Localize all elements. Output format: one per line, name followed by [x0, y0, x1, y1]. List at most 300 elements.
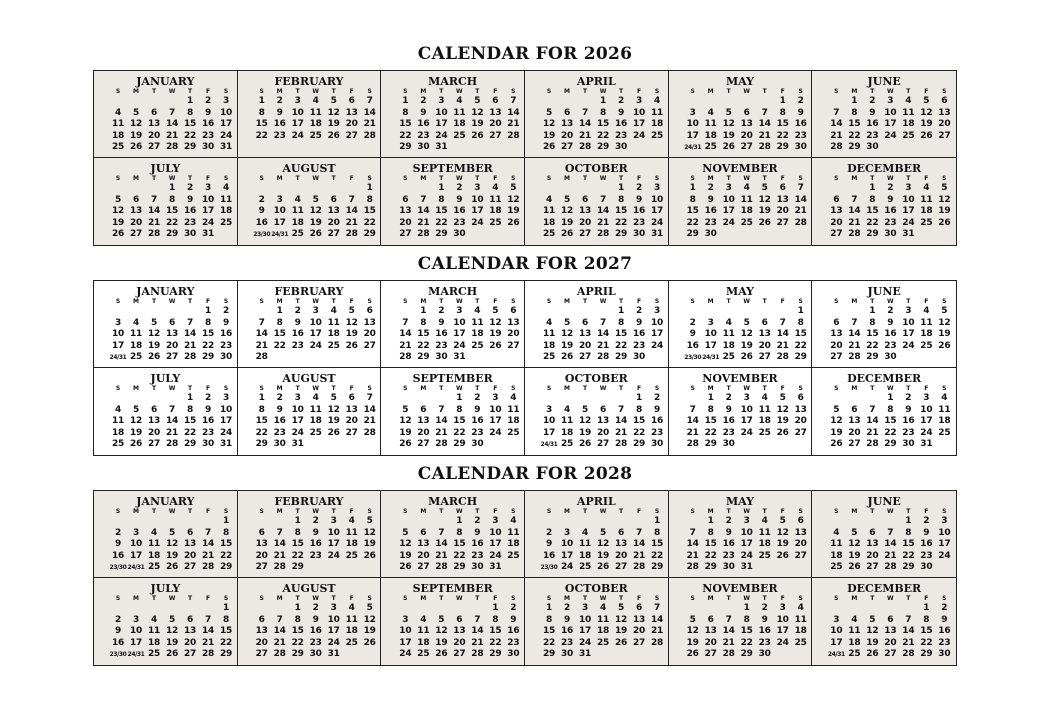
day-cell: 29	[704, 439, 717, 449]
day-cell: 21	[435, 427, 448, 438]
day-cell: 21	[884, 550, 897, 561]
day-cell: 10	[399, 626, 412, 636]
weekday-header: F	[636, 175, 642, 182]
day-cell: 7	[617, 404, 625, 415]
day-cell: 26	[345, 340, 358, 351]
weekday-header: F	[780, 88, 785, 95]
day-cell: 24	[920, 427, 933, 438]
day-cell: 16	[435, 329, 448, 339]
day-cell: 31	[920, 439, 933, 449]
day-cell: 5	[743, 317, 750, 328]
day-cell: 30	[417, 142, 430, 152]
day-cell: 10	[273, 206, 286, 216]
day-cell	[396, 603, 414, 615]
weekday-header: W	[456, 508, 463, 515]
day-cell: 7	[402, 317, 409, 328]
day-cell: 17	[902, 206, 915, 216]
month-name: FEBRUARY	[274, 285, 344, 298]
day-cell: 22	[920, 637, 933, 648]
month-block	[669, 368, 813, 455]
day-cell: 8	[186, 404, 194, 415]
day-cell: 8	[689, 194, 696, 205]
weekday-header: T	[870, 595, 875, 602]
day-cell: 30	[722, 439, 735, 449]
day-cell: 25	[560, 439, 574, 449]
month-name: APRIL	[576, 495, 616, 508]
day-cell: 27	[830, 352, 843, 362]
day-cell: 5	[581, 404, 589, 415]
day-cell: 12	[776, 527, 789, 538]
weekday-header: F	[780, 175, 785, 182]
day-cell: 25	[345, 637, 358, 648]
day-cell: 9	[635, 317, 643, 328]
month-block	[94, 368, 238, 455]
weekday-header: W	[312, 175, 319, 182]
day-cell: 16	[183, 206, 197, 216]
day-cell	[145, 183, 163, 195]
day-cell: 27	[417, 562, 430, 572]
month-name: MARCH	[428, 285, 478, 298]
day-cell: 7	[168, 107, 176, 118]
day-cell: 24	[902, 340, 915, 351]
weekday-header: S	[834, 385, 839, 392]
day-cell: 3	[276, 194, 283, 205]
day-cell: 3	[635, 96, 643, 106]
day-cell	[558, 393, 576, 405]
day-cell: 26	[309, 229, 322, 239]
day-cell: 17	[578, 626, 592, 636]
day-cell: 6	[348, 96, 355, 106]
weekday-header: S	[654, 298, 660, 305]
day-cell: 18	[830, 550, 843, 561]
day-cell: 27	[794, 550, 807, 561]
day-cell: 4	[905, 96, 912, 106]
day-cell: 12	[399, 416, 412, 426]
day-cell: 10	[111, 329, 125, 339]
month-days-grid	[253, 507, 381, 574]
weekday-header: T	[870, 175, 875, 182]
day-cell	[827, 306, 845, 318]
day-cell: 8	[366, 194, 373, 205]
day-cell: 6	[779, 183, 786, 193]
day-cell: 26	[363, 637, 376, 648]
day-cell: 28	[866, 439, 879, 449]
weekday-header: S	[511, 508, 516, 515]
day-cell: 7	[761, 107, 768, 118]
weekday-header: S	[403, 298, 408, 305]
day-cell: 23	[417, 130, 430, 141]
month-days-grid	[540, 507, 668, 574]
day-cell	[684, 516, 702, 528]
day-cell	[109, 516, 127, 528]
weekday-header: F	[349, 175, 354, 182]
day-cell: 17	[884, 119, 897, 129]
day-cell: 9	[114, 539, 122, 549]
day-cell: 15	[291, 539, 304, 549]
day-cell: 21	[273, 637, 286, 648]
day-cell: 5	[545, 107, 553, 118]
day-cell: 13	[578, 206, 592, 216]
day-cell: 12	[327, 107, 340, 118]
day-cell	[612, 516, 630, 528]
day-cell: 6	[258, 614, 265, 625]
day-cell: 13	[417, 539, 430, 549]
day-cell: 26	[129, 142, 143, 152]
month-days-grid	[540, 384, 668, 451]
day-cell: 7	[653, 603, 661, 613]
weekday-header: S	[654, 175, 660, 182]
weekday-header: S	[690, 298, 695, 305]
day-cell: 25	[938, 427, 951, 438]
day-cell: 19	[327, 416, 340, 426]
day-cell: 9	[258, 206, 265, 216]
day-cell: 15	[704, 416, 717, 426]
day-cell: 14	[848, 206, 861, 216]
day-cell: 5	[402, 404, 409, 415]
weekday-header: M	[851, 88, 858, 95]
day-cell: 22	[255, 130, 268, 141]
day-cell: 8	[869, 194, 876, 205]
day-cell	[756, 96, 774, 108]
day-cell: 19	[147, 340, 161, 351]
day-cell: 9	[905, 404, 912, 415]
day-cell: 19	[542, 130, 556, 141]
day-cell: 28	[722, 649, 735, 659]
day-cell: 29	[686, 229, 699, 239]
weekday-header: M	[564, 175, 570, 182]
year-calendar-grid	[93, 490, 957, 666]
weekday-header: S	[403, 508, 408, 515]
weekday-header: T	[295, 175, 300, 182]
day-cell: 25	[453, 130, 466, 141]
day-cell: 19	[938, 329, 951, 339]
month-days-grid	[684, 594, 812, 661]
weekday-header: W	[743, 298, 750, 305]
day-cell: 6	[186, 614, 194, 625]
month-block	[94, 158, 238, 245]
day-cell: 8	[851, 107, 858, 118]
weekday-header: M	[564, 298, 570, 305]
weekday-header: T	[618, 175, 624, 182]
day-cell: 29	[219, 562, 233, 572]
weekday-header: F	[205, 175, 211, 182]
day-cell: 25	[507, 550, 520, 561]
day-cell: 9	[420, 107, 427, 118]
day-cell: 9	[545, 539, 553, 549]
day-cell: 1	[402, 96, 409, 106]
day-cell: 2	[689, 317, 696, 328]
day-cell: 4	[312, 96, 319, 106]
day-cell: 3	[474, 183, 481, 193]
day-cell: 9	[204, 404, 212, 415]
day-cell: 11	[147, 626, 161, 636]
day-cell: 26	[866, 649, 879, 659]
weekday-header: S	[798, 508, 803, 515]
day-cell: 13	[417, 416, 430, 426]
day-cell	[684, 393, 702, 405]
day-cell: 2	[312, 516, 319, 526]
day-cell: 22	[614, 217, 628, 228]
day-cell	[899, 603, 917, 615]
day-cell: 23	[632, 340, 646, 351]
weekday-header: S	[511, 88, 516, 95]
day-cell: 8	[258, 404, 265, 415]
day-cell: 28	[830, 142, 843, 152]
weekday-header: F	[349, 298, 354, 305]
day-cell: 22	[632, 427, 646, 438]
day-cell: 28	[596, 352, 610, 362]
day-cell: 10	[776, 614, 789, 625]
day-cell: 23	[938, 637, 951, 648]
day-cell: 28	[273, 562, 286, 572]
day-cell: 14	[686, 416, 699, 426]
day-cell: 27	[830, 229, 843, 239]
day-cell: 7	[779, 317, 786, 328]
day-cell: 7	[150, 194, 158, 205]
day-cell: 18	[507, 539, 520, 549]
month-days-grid	[396, 507, 524, 574]
day-cell: 21	[578, 130, 592, 141]
day-cell: 27	[489, 130, 502, 141]
weekday-header: S	[690, 88, 695, 95]
weekday-header: M	[851, 175, 858, 182]
day-cell: 27	[183, 649, 197, 659]
day-cell: 2	[114, 527, 122, 538]
day-cell: 7	[276, 614, 283, 625]
weekday-header: F	[493, 385, 498, 392]
day-cell: 4	[150, 614, 158, 625]
weekday-header: T	[906, 385, 911, 392]
day-cell: 1	[294, 516, 301, 526]
day-cell: 1	[420, 306, 427, 316]
day-cell: 28	[435, 562, 448, 572]
day-cell: 17	[273, 217, 286, 228]
day-cell: 5	[150, 317, 158, 328]
day-cell: 17	[542, 427, 556, 438]
day-cell: 2	[312, 603, 319, 613]
day-cell: 22	[183, 427, 197, 438]
day-cell: 7	[725, 614, 732, 625]
day-cell: 30	[794, 142, 807, 152]
day-cell: 20	[560, 130, 574, 141]
day-cell: 26	[614, 637, 628, 648]
day-cell: 25	[111, 142, 125, 152]
day-cell: 22	[363, 217, 376, 228]
day-cell: 28	[147, 229, 161, 239]
day-cell: 18	[309, 119, 322, 129]
day-cell: 11	[740, 194, 753, 205]
day-cell	[845, 393, 863, 405]
weekday-header: S	[115, 595, 121, 602]
day-cell: 17	[489, 539, 502, 549]
day-cell: 14	[471, 626, 484, 636]
day-cell: 14	[273, 626, 286, 636]
day-cell: 8	[186, 107, 194, 118]
day-cell: 30	[938, 649, 951, 659]
day-cell: 2	[222, 306, 230, 316]
day-cell: 29	[884, 439, 897, 449]
day-cell: 18	[471, 329, 484, 339]
weekday-header: T	[331, 175, 336, 182]
day-cell: 6	[402, 194, 409, 205]
day-cell: 10	[578, 614, 592, 625]
month-name: NOVEMBER	[702, 582, 778, 595]
day-cell: 23	[758, 637, 771, 648]
day-cell: 12	[560, 329, 574, 339]
day-cell: 17	[920, 416, 933, 426]
weekday-header: M	[707, 298, 714, 305]
day-cell: 12	[848, 539, 861, 549]
day-cell: 2	[761, 603, 768, 613]
day-cell: 22	[453, 427, 466, 438]
weekday-header: T	[618, 508, 624, 515]
weekday-header: S	[367, 298, 372, 305]
day-cell	[127, 603, 145, 615]
weekday-header: T	[439, 175, 444, 182]
day-cell	[576, 393, 594, 405]
weekday-header: M	[133, 175, 139, 182]
month-block	[238, 578, 382, 665]
weekday-header: S	[798, 175, 803, 182]
day-cell: 26	[111, 229, 125, 239]
month-days-grid	[540, 594, 668, 661]
weekday-header: F	[493, 298, 498, 305]
day-cell	[845, 603, 863, 615]
day-cell: 7	[599, 194, 607, 205]
day-cell: 8	[294, 527, 301, 538]
day-cell: 4	[797, 603, 804, 613]
day-cell: 28	[273, 649, 286, 659]
day-cell: 24/31	[827, 651, 845, 658]
weekday-header: T	[906, 175, 911, 182]
day-cell: 29	[255, 439, 268, 449]
day-cell: 9	[617, 107, 625, 118]
day-cell: 27	[345, 130, 358, 141]
day-cell: 11	[309, 404, 322, 415]
day-cell: 29	[291, 649, 304, 659]
day-cell: 19	[578, 427, 592, 438]
month-days-grid	[827, 507, 956, 574]
weekday-header: T	[762, 595, 767, 602]
month-block	[812, 368, 956, 455]
day-cell: 18	[578, 550, 592, 561]
day-cell: 18	[219, 206, 233, 216]
day-cell: 28	[848, 352, 861, 362]
day-cell: 31	[201, 229, 215, 239]
day-cell: 23	[435, 340, 448, 351]
month-name: DECEMBER	[847, 582, 922, 595]
day-cell: 8	[276, 317, 283, 328]
day-cell	[720, 306, 738, 318]
day-cell: 2	[510, 603, 517, 613]
day-cell: 30	[309, 649, 322, 659]
day-cell: 12	[938, 194, 951, 205]
day-cell	[684, 306, 702, 318]
day-cell: 27	[614, 562, 628, 572]
day-cell: 22	[596, 130, 610, 141]
weekday-header: F	[636, 595, 642, 602]
weekday-header: T	[331, 385, 336, 392]
day-cell: 3	[132, 614, 140, 625]
day-cell: 10	[291, 404, 304, 415]
day-cell: 9	[276, 107, 283, 118]
day-cell: 16	[507, 626, 520, 636]
day-cell: 5	[168, 614, 176, 625]
day-cell: 15	[884, 416, 897, 426]
day-cell: 2	[276, 393, 283, 403]
day-cell: 12	[345, 317, 358, 328]
day-cell: 26	[920, 130, 933, 141]
weekday-header: S	[834, 595, 839, 602]
day-cell: 2	[887, 183, 894, 193]
day-cell: 25	[596, 637, 610, 648]
day-cell	[199, 603, 217, 615]
day-cell: 25	[758, 550, 771, 561]
weekday-header: T	[582, 88, 588, 95]
day-cell: 6	[761, 317, 768, 328]
day-cell: 25	[309, 130, 322, 141]
day-cell: 3	[833, 614, 840, 625]
weekday-header: W	[456, 298, 463, 305]
day-cell: 13	[614, 539, 628, 549]
day-cell: 12	[578, 416, 592, 426]
day-cell: 2	[276, 96, 283, 106]
day-cell: 3	[545, 404, 553, 415]
day-cell: 3	[294, 96, 301, 106]
weekday-header: W	[456, 88, 463, 95]
month-block	[381, 368, 525, 455]
weekday-header: T	[475, 508, 480, 515]
day-cell: 11	[650, 107, 664, 118]
day-cell: 18	[560, 427, 574, 438]
day-cell: 10	[650, 194, 664, 205]
weekday-header: F	[780, 595, 785, 602]
day-cell: 13	[704, 626, 717, 636]
day-cell: 18	[147, 550, 161, 561]
day-cell: 13	[327, 206, 340, 216]
day-cell	[414, 393, 432, 405]
day-cell: 10	[884, 107, 897, 118]
day-cell: 21	[417, 217, 430, 228]
day-cell: 4	[114, 404, 122, 415]
day-cell: 22	[794, 340, 807, 351]
day-cell: 12	[327, 404, 340, 415]
weekday-header: S	[367, 385, 372, 392]
day-cell: 3	[204, 183, 212, 193]
day-cell: 1	[779, 96, 786, 106]
day-cell: 13	[848, 416, 861, 426]
day-cell: 17	[327, 539, 340, 549]
weekday-header: S	[654, 595, 660, 602]
day-cell: 21	[866, 427, 879, 438]
day-cell: 31	[219, 142, 233, 152]
weekday-header: T	[726, 595, 731, 602]
day-cell: 27	[345, 427, 358, 438]
day-cell: 4	[851, 614, 858, 625]
day-cell: 10	[471, 194, 484, 205]
day-cell: 10	[650, 317, 664, 328]
day-cell: 20	[345, 416, 358, 426]
day-cell: 25	[758, 427, 771, 438]
day-cell: 8	[402, 107, 409, 118]
weekday-header: S	[654, 508, 660, 515]
day-cell: 2	[114, 614, 122, 625]
day-cell: 30	[722, 562, 735, 572]
day-cell: 27	[165, 352, 179, 362]
weekday-header: S	[223, 508, 229, 515]
day-cell: 25	[111, 439, 125, 449]
day-cell: 26	[938, 217, 951, 228]
